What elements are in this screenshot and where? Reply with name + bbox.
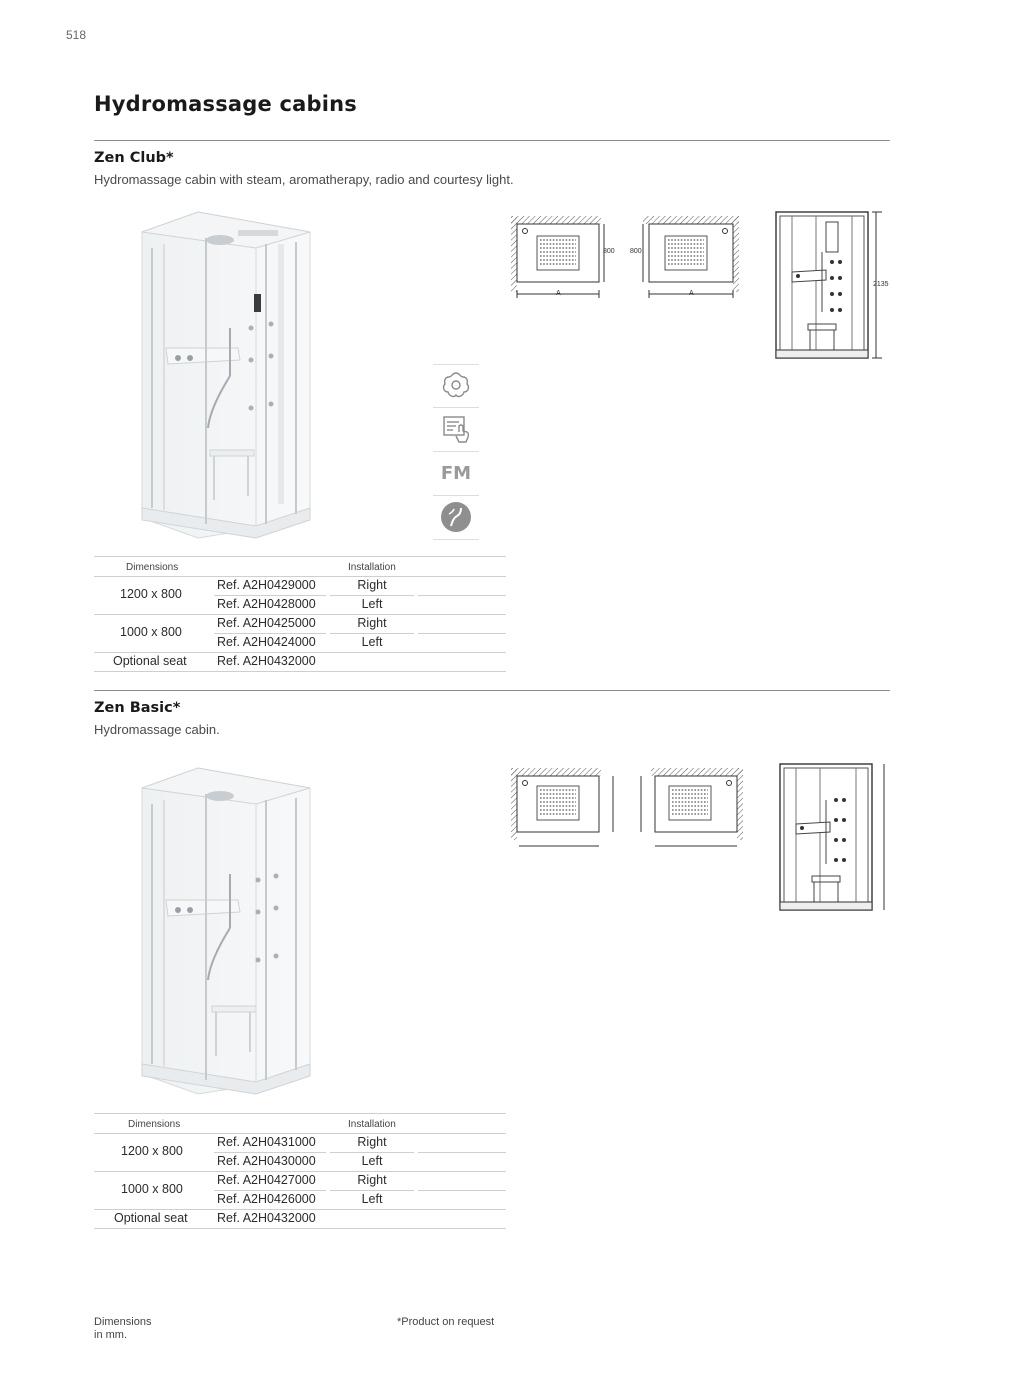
title-divider [94, 140, 890, 141]
row-rule [418, 1152, 506, 1153]
dimension-cell: Optional seat [113, 654, 187, 668]
fm-label: FM [440, 462, 472, 484]
fm-radio-icon [433, 453, 479, 493]
footer-units [94, 1316, 151, 1342]
zen-basic-front-elevation [776, 760, 890, 916]
section-description-zen-club: Hydromassage cabin with steam, aromatherapy, radio and courtesy light. [94, 172, 514, 187]
footer-units-line2: in mm. [94, 1329, 127, 1341]
section-title-zen-basic: Zen Basic* [94, 700, 181, 716]
installation-cell: Right [357, 578, 387, 592]
dimension-cell: Optional seat [114, 1211, 188, 1225]
height-label: 2135 [873, 281, 889, 288]
ref-cell: Ref. A2H0427000 [217, 1173, 316, 1187]
installation-cell: Right [357, 1173, 387, 1187]
steam-icon [433, 497, 479, 537]
dimension-cell: 1000 x 800 [120, 625, 182, 639]
icon-separator [433, 451, 479, 452]
icon-separator [433, 539, 479, 540]
ref-cell: Ref. A2H0430000 [217, 1154, 316, 1168]
ref-cell: Ref. A2H0425000 [217, 616, 316, 630]
table-rule [94, 556, 506, 557]
row-rule [418, 595, 506, 596]
section-title-zen-club: Zen Club* [94, 150, 174, 166]
header-dimensions: Dimensions [128, 1119, 181, 1130]
row-rule [418, 1190, 506, 1191]
installation-cell: Right [357, 616, 387, 630]
page-title: Hydromassage cabins [94, 92, 357, 116]
icon-separator [433, 495, 479, 496]
aromatherapy-icon [433, 365, 479, 405]
dimension-cell: 1200 x 800 [121, 1144, 183, 1158]
footer-units-line1: Dimensions [94, 1316, 152, 1328]
zen-club-plan-drawings [505, 212, 745, 304]
table-rule [94, 1113, 506, 1114]
ref-cell: Ref. A2H0432000 [217, 1211, 316, 1225]
installation-cell: Right [357, 1135, 387, 1149]
zen-basic-table [94, 1113, 506, 1229]
ref-cell: Ref. A2H0426000 [217, 1192, 316, 1206]
zen-club-cabin-photo [138, 208, 318, 548]
row-rule [418, 633, 506, 634]
header-installation: Installation [348, 562, 396, 573]
zen-basic-cabin-photo [138, 764, 318, 1104]
installation-cell: Left [361, 597, 383, 611]
zen-basic-plan-drawings [505, 764, 745, 854]
dimension-cell: 1000 x 800 [121, 1182, 183, 1196]
ref-cell: Ref. A2H0429000 [217, 578, 316, 592]
row-rule [94, 671, 506, 672]
section-divider [94, 690, 890, 691]
header-dimensions: Dimensions [126, 562, 179, 573]
installation-cell: Left [361, 1154, 383, 1168]
ref-cell: Ref. A2H0428000 [217, 597, 316, 611]
section-description-zen-basic: Hydromassage cabin. [94, 722, 220, 737]
dimension-cell: 1200 x 800 [120, 587, 182, 601]
footer-note: *Product on request [397, 1316, 495, 1328]
width-label-left: A [556, 290, 561, 297]
ref-cell: Ref. A2H0432000 [217, 654, 316, 668]
installation-cell: Left [361, 635, 383, 649]
row-rule [94, 1228, 506, 1229]
icon-separator [433, 407, 479, 408]
ref-cell: Ref. A2H0431000 [217, 1135, 316, 1149]
page-number: 518 [66, 28, 87, 42]
zen-club-table [94, 556, 506, 672]
header-installation: Installation [348, 1119, 396, 1130]
ref-cell: Ref. A2H0424000 [217, 635, 316, 649]
installation-cell: Left [361, 1192, 383, 1206]
depth-label-right: 800 [630, 248, 642, 255]
touch-panel-icon [433, 409, 479, 449]
feature-icons [433, 364, 479, 540]
depth-label-left: 800 [603, 248, 615, 255]
width-label-right: A [689, 290, 694, 297]
